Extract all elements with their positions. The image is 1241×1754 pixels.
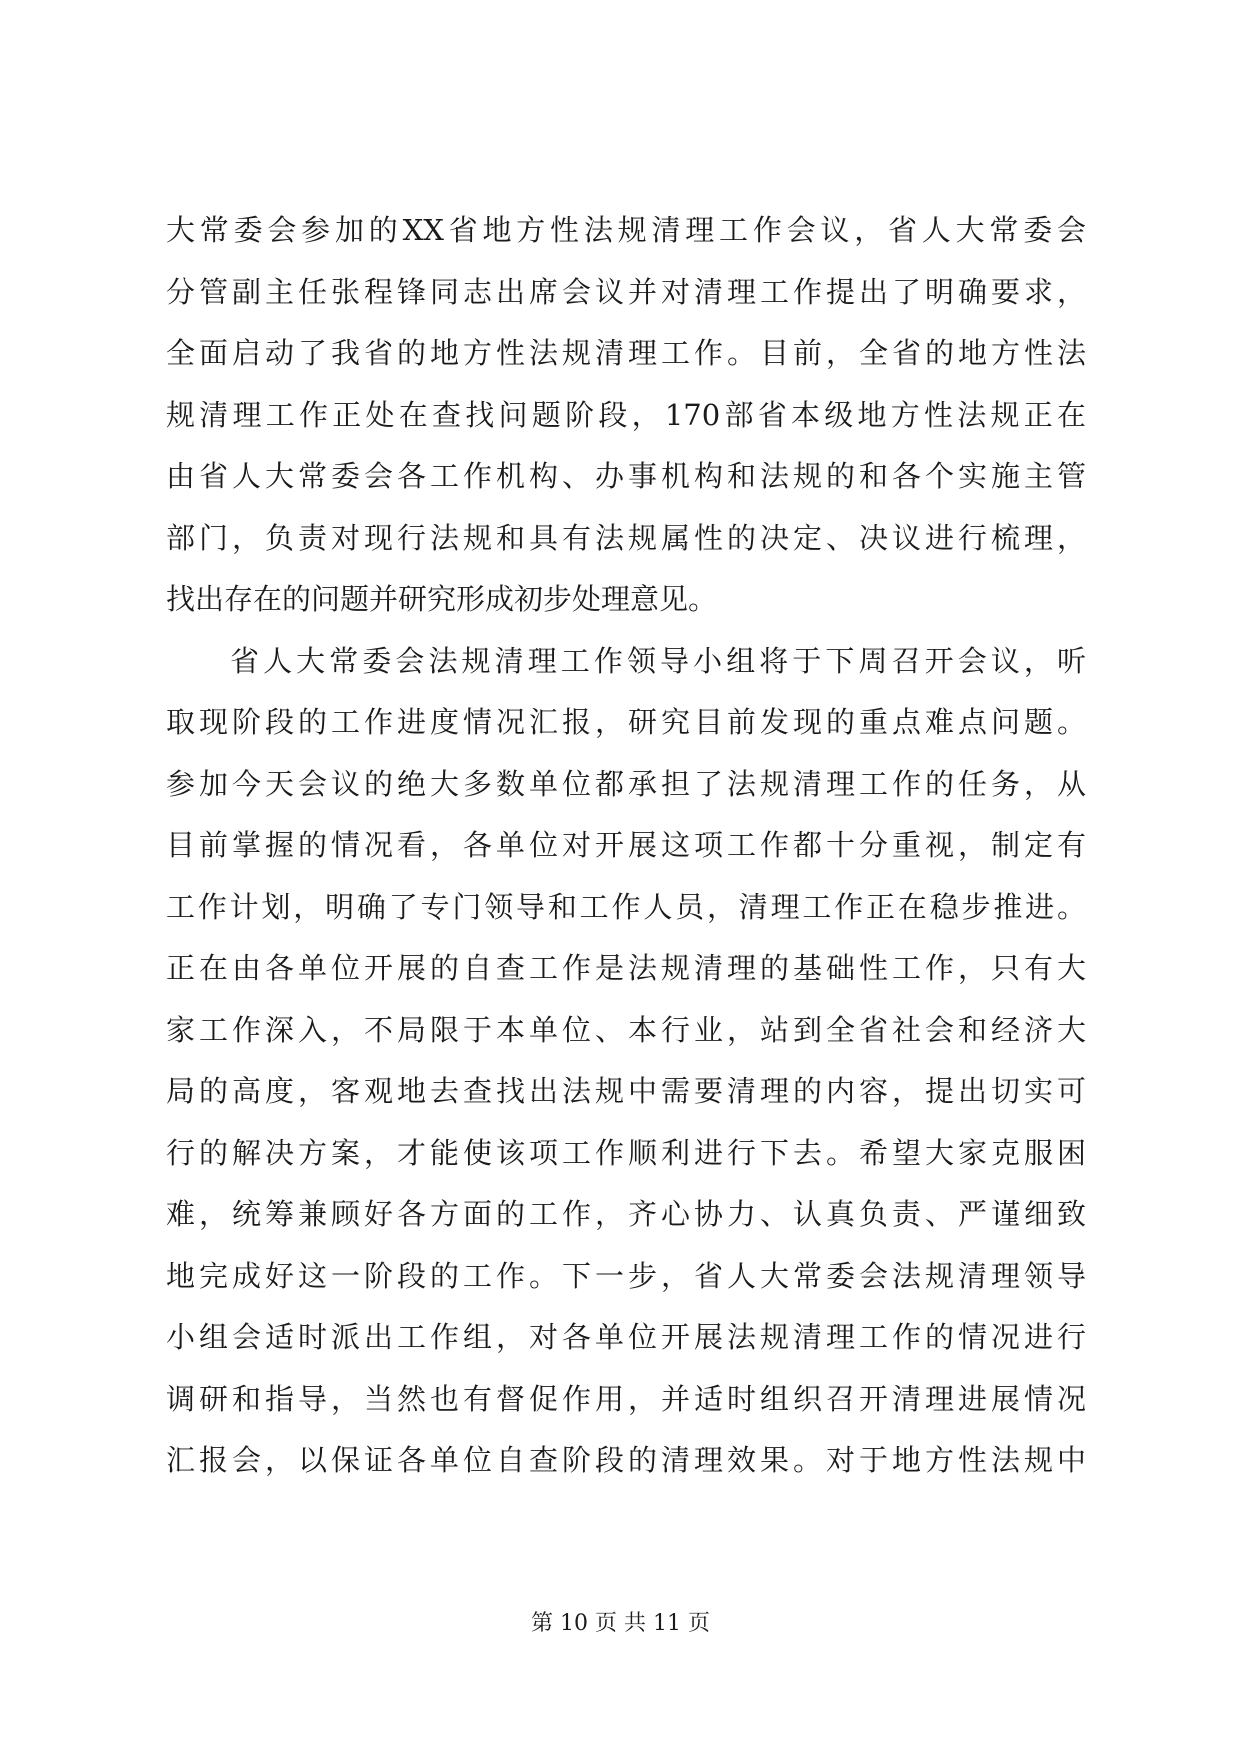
text-line: 取现阶段的工作进度情况汇报，研究目前发现的重点难点问题。 <box>166 705 1086 739</box>
text-line: 调研和指导，当然也有督促作用，并适时组织召开清理进展情况 <box>166 1381 1086 1416</box>
text-line: 汇报会，以保证各单位自查阶段的清理效果。对于地方性法规中 <box>166 1443 1086 1477</box>
paragraph <box>166 631 1086 1492</box>
document-body <box>166 200 1086 1492</box>
text-line: 大常委会参加的XX省地方性法规清理工作会议，省人大常委会 <box>166 213 1086 247</box>
text-line: 行的解决方案，才能使该项工作顺利进行下去。希望大家克服困 <box>166 1135 1086 1170</box>
text-line: 目前掌握的情况看，各单位对开展这项工作都十分重视，制定有 <box>166 828 1086 862</box>
text-line: 工作计划，明确了专门领导和工作人员，清理工作正在稳步推进。 <box>166 889 1086 924</box>
text-line: 全面启动了我省的地方性法规清理工作。目前，全省的地方性法 <box>166 336 1086 370</box>
text-line: 局的高度，客观地去查找出法规中需要清理的内容，提出切实可 <box>166 1074 1086 1108</box>
text-line: 参加今天会议的绝大多数单位都承担了法规清理工作的任务，从 <box>166 766 1086 801</box>
text-line: 分管副主任张程锋同志出席会议并对清理工作提出了明确要求， <box>166 274 1086 309</box>
page-footer: 第 10 页 共 11 页 <box>531 1611 710 1636</box>
text-line: 家工作深入，不局限于本单位、本行业，站到全省社会和经济大 <box>166 1012 1086 1047</box>
text-line: 难，统筹兼顾好各方面的工作，齐心协力、认真负责、严谨细致 <box>166 1197 1086 1231</box>
text-line: 由省人大常委会各工作机构、办事机构和法规的和各个实施主管 <box>166 459 1086 493</box>
text-line: 正在由各单位开展的自查工作是法规清理的基础性工作，只有大 <box>166 951 1086 985</box>
text-line: 找出存在的问题并研究形成初步处理意见。 <box>166 582 718 616</box>
text-line: 部门，负责对现行法规和具有法规属性的决定、决议进行梳理， <box>166 520 1086 555</box>
text-line: 小组会适时派出工作组，对各单位开展法规清理工作的情况进行 <box>166 1320 1086 1354</box>
text-line: 规清理工作正处在查找问题阶段，170部省本级地方性法规正在 <box>166 397 1086 432</box>
text-line: 省人大常委会法规清理工作领导小组将于下周召开会议，听 <box>230 643 1086 678</box>
paragraph <box>166 200 1086 631</box>
text-line: 地完成好这一阶段的工作。下一步，省人大常委会法规清理领导 <box>166 1258 1086 1293</box>
